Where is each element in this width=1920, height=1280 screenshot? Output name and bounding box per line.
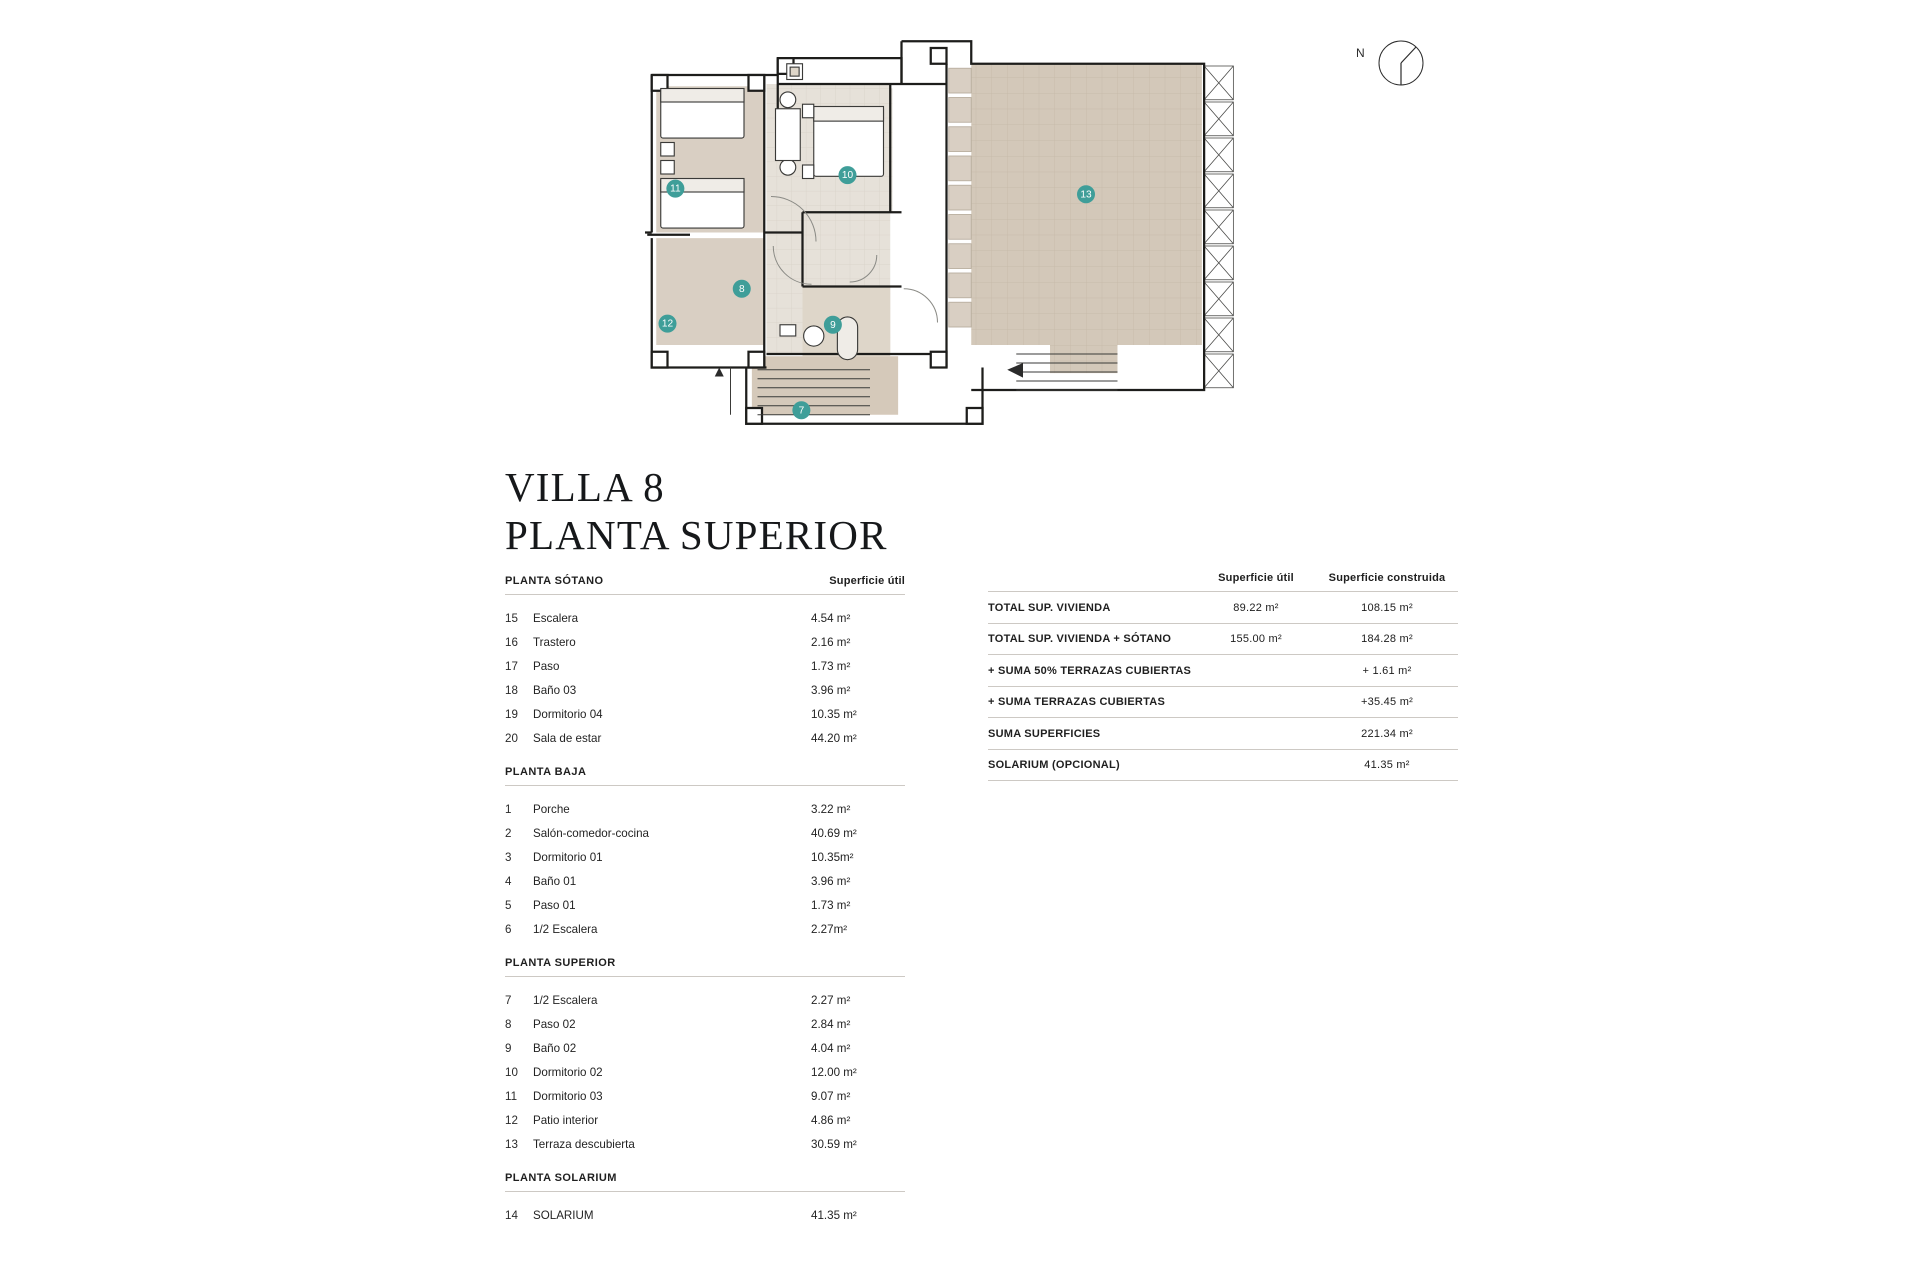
terrace-floor: [971, 64, 1202, 345]
title-line-1: VILLA 8: [505, 464, 665, 510]
summary-row: [988, 717, 1458, 749]
room-number: 7: [505, 993, 512, 1007]
room-row: [505, 797, 905, 821]
room-name: Terraza descubierta: [533, 1137, 635, 1151]
room-area: 1.73 m²: [811, 898, 851, 912]
room-marker-7: [792, 401, 810, 419]
room-area: 10.35 m²: [811, 707, 857, 721]
section-util-header: Superficie útil: [829, 575, 905, 587]
room-number: 13: [505, 1137, 518, 1151]
room-number: 8: [505, 1017, 512, 1031]
window-detail: [787, 64, 803, 80]
room-name: Baño 03: [533, 683, 577, 697]
room-row: [505, 1012, 905, 1036]
compass-north-label: N: [1356, 46, 1366, 60]
summary-row: [988, 686, 1458, 718]
room-marker-label: 9: [830, 319, 836, 331]
summary-construida-value: 41.35 m²: [1364, 759, 1410, 771]
summary-construida-value: 108.15 m²: [1361, 601, 1413, 614]
room-name: 1/2 Escalera: [533, 922, 598, 936]
room-row: [505, 1036, 905, 1060]
room-name: Dormitorio 02: [533, 1065, 603, 1079]
room-number: 12: [505, 1113, 518, 1127]
room-name: SOLARIUM: [533, 1208, 594, 1222]
summary-construida-value: 184.28 m²: [1361, 633, 1413, 645]
room-number: 2: [505, 826, 512, 840]
room-row: [505, 1203, 905, 1227]
section-header-2: [505, 957, 905, 977]
room-number: 17: [505, 659, 518, 673]
room-area: 3.96 m²: [811, 683, 851, 697]
section-header-0: [505, 575, 905, 595]
section-header-3: [505, 1172, 905, 1192]
room-marker-11: [666, 180, 684, 198]
summary-label: TOTAL SUP. VIVIENDA + SÓTANO: [988, 633, 1172, 645]
room-row: [505, 726, 905, 750]
room-row: [505, 1060, 905, 1084]
room-marker-8: [733, 280, 751, 298]
room-marker-9: [824, 316, 842, 334]
room-number: 4: [505, 874, 512, 888]
room-marker-label: 12: [661, 318, 674, 330]
room-area: 41.35 m²: [811, 1208, 857, 1222]
room-schedule-table: [505, 575, 905, 1227]
room-row: [505, 678, 905, 702]
room-name: Paso 01: [533, 898, 576, 912]
room-number: 16: [505, 635, 518, 649]
room-name: Trastero: [533, 635, 576, 649]
room-number: 6: [505, 922, 512, 936]
compass: [1356, 30, 1446, 100]
room-row: [505, 845, 905, 869]
room-area: 2.27m²: [811, 922, 848, 936]
room-number: 18: [505, 683, 518, 697]
room-area: 2.84 m²: [811, 1017, 851, 1031]
room-row: [505, 869, 905, 893]
room-name: Dormitorio 01: [533, 850, 603, 864]
room-row: [505, 1108, 905, 1132]
room-name: Dormitorio 03: [533, 1089, 603, 1103]
room-area: 9.07 m²: [811, 1089, 851, 1103]
summary-construida-value: + 1.61 m²: [1362, 664, 1412, 677]
room-number: 1: [505, 802, 512, 816]
summary-label: SUMA SUPERFICIES: [988, 727, 1101, 740]
room-name: 1/2 Escalera: [533, 993, 598, 1007]
room-area: 4.86 m²: [811, 1113, 851, 1127]
room-name: Baño 02: [533, 1041, 577, 1055]
summary-util-value: 155.00 m²: [1230, 633, 1282, 645]
room-marker-label: 8: [738, 283, 745, 295]
room-area: 3.96 m²: [811, 874, 851, 888]
section-title: PLANTA BAJA: [505, 766, 587, 778]
summary-construida-value: +35.45 m²: [1360, 696, 1414, 708]
room-marker-label: 10: [841, 170, 854, 182]
room-row: [505, 702, 905, 726]
summary-construida-value: 221.34 m²: [1361, 727, 1413, 740]
pergola-hatch: [1204, 66, 1233, 388]
room-number: 19: [505, 707, 518, 721]
room-row: [505, 821, 905, 845]
compass-rose-icon: [1356, 30, 1446, 100]
room-name: Salón-comedor-cocina: [533, 826, 649, 840]
room-area: 10.35m²: [811, 850, 854, 864]
summary-row: [988, 623, 1458, 655]
summary-header-util: Superficie útil: [1218, 572, 1294, 584]
room-marker-12: [659, 315, 677, 333]
summary-header-row: [988, 572, 1458, 591]
room-name: Sala de estar: [533, 731, 602, 745]
room-row: [505, 893, 905, 917]
room-name: Patio interior: [533, 1113, 599, 1127]
room-area: 2.16 m²: [811, 635, 851, 649]
section-title: PLANTA SÓTANO: [505, 575, 604, 587]
room-row: [505, 988, 905, 1012]
section-header-1: [505, 766, 905, 786]
room-marker-10: [839, 166, 857, 184]
summary-label: + SUMA 50% TERRAZAS CUBIERTAS: [988, 664, 1192, 677]
room-number: 3: [505, 850, 512, 864]
room-name: Porche: [533, 802, 570, 816]
summary-util-value: 89.22 m²: [1233, 601, 1279, 614]
summary-header-construida: Superficie construida: [1328, 572, 1446, 584]
room-name: Paso 02: [533, 1017, 576, 1031]
room-row: [505, 1132, 905, 1156]
room-row: [505, 917, 905, 941]
room-area: 12.00 m²: [811, 1065, 857, 1079]
room-area: 4.54 m²: [811, 611, 851, 625]
room-row: [505, 1084, 905, 1108]
floor-plan-drawing: [560, 30, 1360, 480]
summary-row: [988, 749, 1458, 782]
summary-label: SOLARIUM (OPCIONAL): [988, 759, 1120, 771]
summary-row: [988, 654, 1458, 686]
room-area: 2.27 m²: [811, 993, 851, 1007]
room-number: 9: [505, 1041, 512, 1055]
title-line-2: PLANTA SUPERIOR: [505, 512, 888, 559]
room-area: 40.69 m²: [811, 826, 857, 840]
terrace-floor-lower: [1050, 311, 1118, 373]
room-marker-label: 7: [798, 405, 805, 417]
room-number: 15: [505, 611, 518, 625]
terrace-slats: [949, 68, 972, 327]
surface-summary-table: [988, 572, 1458, 781]
summary-label: TOTAL SUP. VIVIENDA: [988, 601, 1111, 614]
page-title: [505, 463, 1105, 560]
room-marker-13: [1077, 185, 1095, 203]
room-area: 44.20 m²: [811, 731, 857, 745]
room-number: 20: [505, 731, 518, 745]
room-number: 10: [505, 1065, 518, 1079]
room-area: 4.04 m²: [811, 1041, 851, 1055]
room-row: [505, 654, 905, 678]
section-title: PLANTA SUPERIOR: [505, 957, 616, 969]
floor-plan: [560, 30, 1360, 480]
summary-row: [988, 591, 1458, 623]
room-name: Baño 01: [533, 874, 577, 888]
room-number: 5: [505, 898, 512, 912]
room-number: 14: [505, 1208, 518, 1222]
room-row: [505, 630, 905, 654]
section-title: PLANTA SOLARIUM: [505, 1172, 617, 1184]
room-marker-label: 11: [670, 183, 681, 195]
room-number: 11: [505, 1089, 518, 1103]
room-area: 3.22 m²: [811, 802, 851, 816]
room-marker-label: 13: [1080, 189, 1092, 201]
room-area: 1.73 m²: [811, 659, 851, 673]
room-area: 30.59 m²: [811, 1137, 857, 1151]
room-name: Escalera: [533, 611, 579, 625]
summary-label: + SUMA TERRAZAS CUBIERTAS: [988, 696, 1166, 708]
room-name: Paso: [533, 659, 560, 673]
room-row: [505, 606, 905, 630]
room-name: Dormitorio 04: [533, 707, 603, 721]
